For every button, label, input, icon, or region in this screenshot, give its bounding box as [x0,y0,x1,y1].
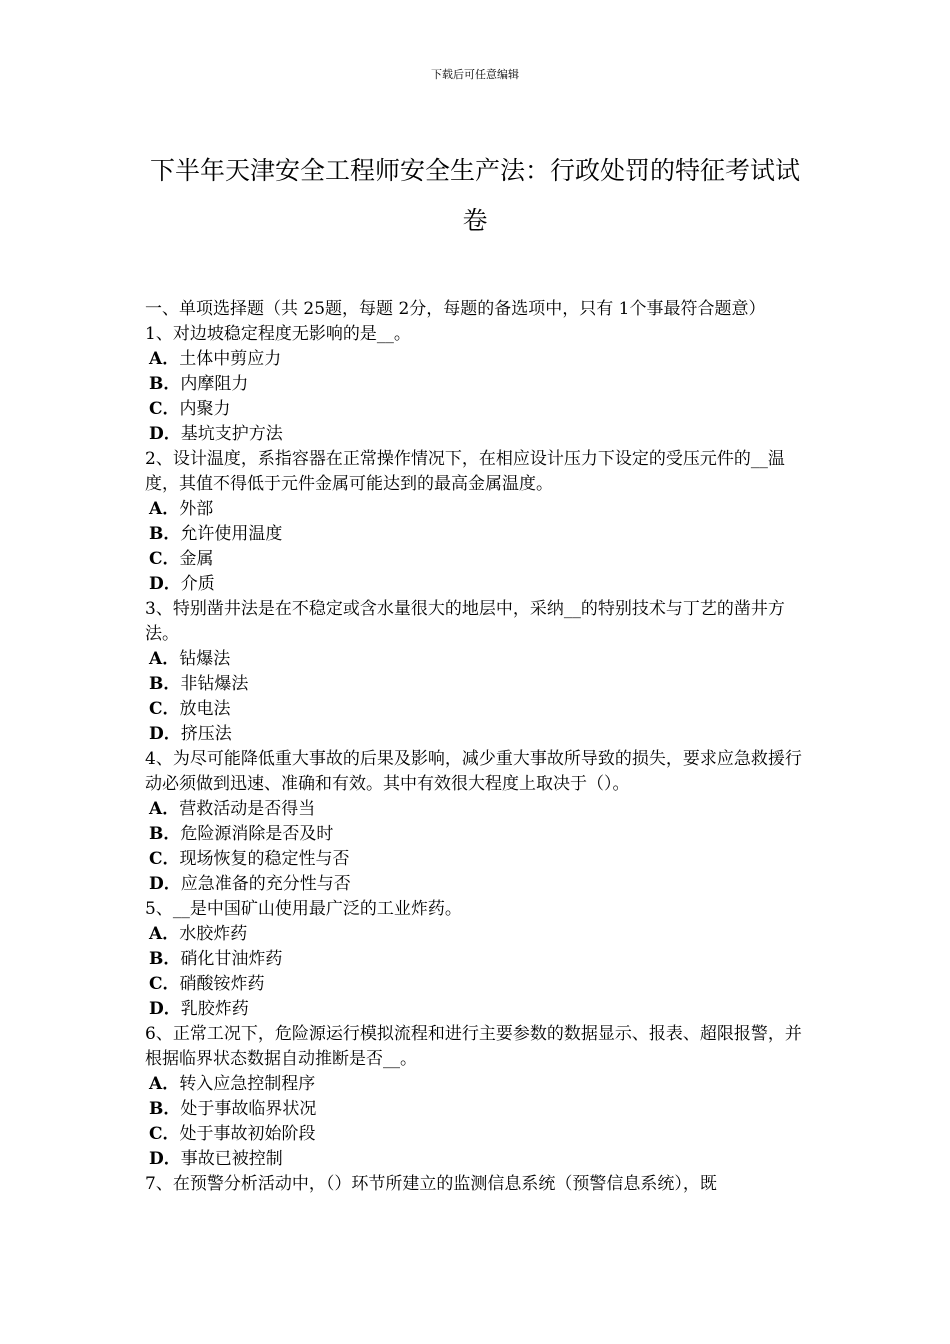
option-item [145,647,807,672]
option-letter: B． [149,674,181,694]
option-letter: A． [149,499,180,519]
option-letter: C． [149,849,180,869]
option-item [145,997,807,1022]
option-item [145,1072,807,1097]
option-letter: C． [149,1124,180,1144]
option-text: 外部 [179,499,214,519]
option-item [145,397,807,422]
option-item [145,822,807,847]
option-text: 内摩阻力 [180,374,249,394]
option-letter: D． [149,999,181,1019]
section-heading: 一、单项选择题（共 25题，每题 2分，每题的备选项中，只有 1个事最符合题意） [145,299,766,319]
option-item [145,1122,807,1147]
option-letter: D． [149,424,181,444]
option-letter: B． [149,1099,181,1119]
option-letter: B． [149,949,181,969]
option-item [145,372,807,397]
option-letter: B． [149,524,181,544]
option-text: 处于事故初始阶段 [179,1124,316,1144]
option-item [145,872,807,897]
option-letter: C． [149,699,180,719]
option-text: 放电法 [179,699,231,719]
option-item [145,847,807,872]
option-item [145,1097,807,1122]
option-letter: B． [149,374,181,394]
option-item [145,947,807,972]
question-stem: 7、在预警分析活动中，（）环节所建立的监测信息系统（预警信息系统），既 [145,1174,717,1194]
option-text: 硝酸铵炸药 [179,974,265,994]
option-text: 挤压法 [180,724,232,744]
option-item [145,347,807,372]
option-letter: A． [149,1074,180,1094]
option-item [145,497,807,522]
option-text: 处于事故临界状况 [180,1099,317,1119]
option-text: 硝化甘油炸药 [180,949,283,969]
option-item [145,922,807,947]
option-text: 金属 [179,549,214,569]
option-letter: D． [149,724,181,744]
question-stem: 2、设计温度，系指容器在正常操作情况下，在相应设计压力下设定的受压元件的__温度，其值不得低于元件金属可能达到的最高金属温度。 [145,449,785,494]
question-stem: 4、为尽可能降低重大事故的后果及影响，减少重大事故所导致的损失，要求应急救援行动必须做到迅速、准确和有效。其中有效很大程度上取决于（）。 [145,749,802,794]
option-letter: A． [149,349,180,369]
option-item [145,522,807,547]
option-text: 营救活动是否得当 [179,799,316,819]
option-text: 内聚力 [179,399,231,419]
option-item [145,547,807,572]
option-text: 乳胶炸药 [180,999,249,1019]
option-text: 危险源消除是否及时 [180,824,334,844]
option-letter: A． [149,799,180,819]
option-letter: D． [149,874,181,894]
page-title: 下半年天津安全工程师安全生产法：行政处罚的特征考试试卷 [150,156,801,235]
option-text: 事故已被控制 [180,1149,283,1169]
option-letter: C． [149,549,180,569]
question-stem: 5、__是中国矿山使用最广泛的工业炸药。 [145,899,462,919]
option-letter: D． [149,1149,181,1169]
question-stem: 6、正常工况下，危险源运行模拟流程和进行主要参数的数据显示、报表、超限报警，并根据临界状态数据自动推断是否__。 [145,1024,802,1069]
option-item [145,722,807,747]
option-item [145,672,807,697]
exam-content [145,297,807,1197]
option-text: 土体中剪应力 [179,349,282,369]
option-letter: B． [149,824,181,844]
option-item [145,797,807,822]
option-text: 介质 [180,574,215,594]
option-text: 水胶炸药 [179,924,248,944]
option-item [145,1147,807,1172]
option-letter: A． [149,924,180,944]
option-text: 钻爆法 [179,649,231,669]
question-stem: 3、特别凿井法是在不稳定或含水量很大的地层中，采纳__的特别技术与丁艺的凿井方法。 [145,599,785,644]
option-item [145,972,807,997]
option-text: 允许使用温度 [180,524,283,544]
option-text: 非钻爆法 [180,674,249,694]
question-stem: 1、对边坡稳定程度无影响的是__。 [145,324,411,344]
option-letter: C． [149,974,180,994]
option-item [145,422,807,447]
option-letter: D． [149,574,181,594]
option-letter: C． [149,399,180,419]
option-text: 转入应急控制程序 [179,1074,316,1094]
option-item [145,572,807,597]
option-letter: A． [149,649,180,669]
header-note: 下载后可任意编辑 [431,68,519,81]
option-text: 应急准备的充分性与否 [180,874,351,894]
option-text: 现场恢复的稳定性与否 [179,849,350,869]
option-text: 基坑支护方法 [180,424,283,444]
option-item [145,697,807,722]
